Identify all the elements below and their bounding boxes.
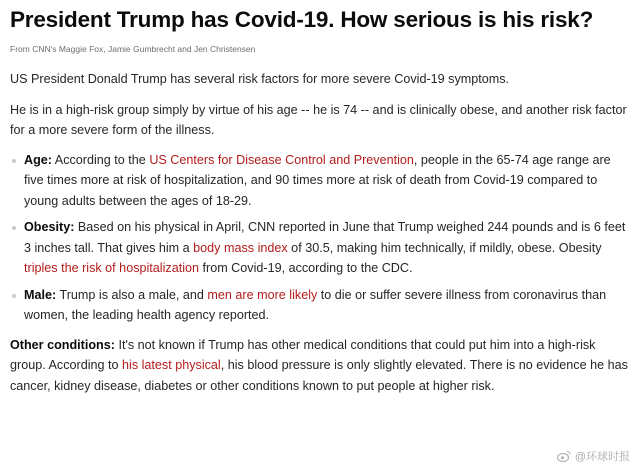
watermark-text: @环球时报: [574, 451, 630, 463]
list-item-age: [10, 150, 632, 212]
other-conditions-label: Other conditions:: [10, 337, 115, 352]
bullet-icon: [12, 159, 16, 163]
men-more-likely-link[interactable]: men are more likely: [207, 287, 318, 302]
age-text-1: According to the: [52, 152, 150, 167]
bullet-icon: [12, 226, 16, 230]
age-text-2: , people in the 65-74 age range are five times more at risk of hospitalization, and 90 times more at risk of death from Covid-19 compared to young adults between the ages of 18-29.: [24, 152, 611, 208]
obesity-label: Obesity:: [24, 220, 75, 234]
age-label: Age:: [24, 152, 52, 167]
list-item-male: [10, 285, 632, 326]
cdc-link[interactable]: US Centers for Disease Control and Prevention: [149, 152, 414, 167]
other-conditions-paragraph: [10, 335, 632, 397]
article-title: President Trump has Covid-19. How serious is his risk?: [10, 7, 594, 32]
latest-physical-link[interactable]: his latest physical: [122, 358, 221, 372]
byline: From CNN's Maggie Fox, Jamie Gumbrecht and Jen Christensen: [10, 44, 256, 54]
list-item-obesity: [10, 217, 632, 279]
obesity-text-3: from Covid-19, according to the CDC.: [199, 261, 413, 275]
article: [10, 6, 632, 396]
watermark: [557, 448, 630, 464]
bmi-link[interactable]: body mass index: [193, 240, 288, 255]
risk-paragraph: He is in a high-risk group simply by virtue of his age -- he is 74 -- and is clinically obese, and another risk factor for a more severe form of the illness.: [10, 102, 627, 137]
obesity-text-1: Based on his physical in April, CNN reported in June that Trump weighed 244 pounds and is 6 feet 3 inches tall. That gives him a: [24, 220, 626, 255]
intro-paragraph: US President Donald Trump has several risk factors for more severe Covid-19 symptoms.: [10, 72, 510, 86]
weibo-logo-icon: [557, 450, 571, 462]
bullet-icon: [12, 294, 16, 298]
risk-factor-list: [10, 150, 632, 326]
male-text-1: Trump is also a male, and: [56, 287, 208, 302]
hospitalization-risk-link[interactable]: triples the risk of hospitalization: [24, 261, 199, 275]
other-text-2: , his blood pressure is only slightly elevated. There is no evidence he has cancer, kidney disease, diabetes or other conditions known to put people at higher risk.: [10, 358, 628, 393]
male-label: Male:: [24, 287, 57, 302]
obesity-text-2: of 30.5, making him technically, if mildly, obese. Obesity: [287, 240, 602, 255]
other-text-1: It's not known if Trump has other medical conditions that could put him into a high-risk group. According to: [10, 337, 596, 372]
male-text-2: to die or suffer severe illness from coronavirus than women, the leading health agency reported.: [24, 287, 607, 322]
